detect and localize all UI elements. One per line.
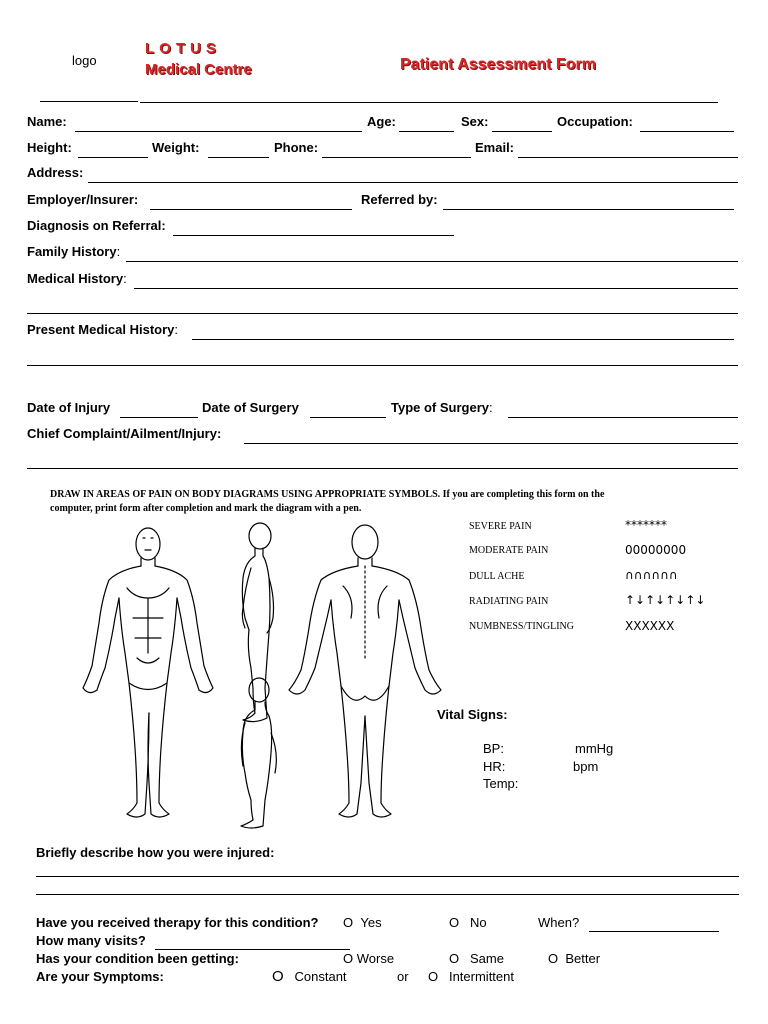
type-surgery-label: Type of Surgery: — [391, 400, 493, 415]
email-label: Email: — [475, 140, 515, 155]
date-surgery-field[interactable] — [310, 399, 386, 418]
employer-field[interactable] — [150, 191, 352, 210]
date-injury-label: Date of Injury — [27, 400, 111, 415]
describe-injury-field-line1[interactable] — [36, 858, 739, 877]
body-side-figure-lower[interactable] — [241, 678, 276, 828]
height-label: Height: — [27, 140, 72, 155]
therapy-when-label: When? — [538, 915, 580, 930]
age-label: Age: — [367, 114, 396, 129]
chief-complaint-field-line2[interactable] — [27, 450, 738, 469]
weight-label: Weight: — [152, 140, 200, 155]
family-history-field[interactable] — [126, 243, 738, 262]
header-rule-right — [140, 102, 718, 103]
visits-label: How many visits? — [36, 933, 146, 948]
symptoms-intermittent-option[interactable]: O Intermittent — [428, 969, 514, 984]
vital-signs-title: Vital Signs: — [437, 707, 508, 722]
height-field[interactable] — [78, 139, 148, 158]
body-front-figure[interactable] — [83, 528, 213, 817]
symptoms-question: Are your Symptoms: — [36, 969, 164, 984]
body-diagrams[interactable] — [75, 518, 445, 833]
chief-complaint-label: Chief Complaint/Ailment/Injury: — [27, 426, 222, 441]
condition-better-option[interactable]: O Better — [548, 951, 601, 966]
medical-history-field-line2[interactable] — [27, 295, 738, 314]
address-field[interactable] — [88, 164, 738, 183]
legend-moderate-label: MODERATE PAIN — [469, 545, 549, 556]
therapy-no-option[interactable]: O No — [449, 915, 487, 930]
weight-field[interactable] — [208, 139, 269, 158]
referred-by-label: Referred by: — [361, 192, 438, 207]
present-history-field[interactable] — [192, 321, 734, 340]
occupation-field[interactable] — [640, 113, 734, 132]
form-title: Patient Assessment Form — [400, 56, 596, 73]
bp-label: BP: — [483, 741, 504, 756]
temp-label: Temp: — [483, 776, 519, 791]
bp-unit: mmHg — [575, 741, 614, 756]
medical-history-field[interactable] — [134, 270, 738, 289]
chief-complaint-field[interactable] — [244, 425, 738, 444]
age-field[interactable] — [399, 113, 454, 132]
therapy-yes-option[interactable]: O Yes — [343, 915, 382, 930]
diagnosis-field[interactable] — [173, 217, 454, 236]
therapy-question: Have you received therapy for this condition? — [36, 915, 319, 930]
legend-radiating-symbol: ↑↓↑↓↑↓↑↓ — [625, 593, 706, 607]
employer-label: Employer/Insurer: — [27, 192, 139, 207]
logo-placeholder: logo — [72, 53, 97, 68]
phone-label: Phone: — [274, 140, 319, 155]
legend-severe-symbol: ******* — [625, 518, 667, 532]
diagnosis-label: Diagnosis on Referral: — [27, 218, 166, 233]
type-surgery-field[interactable] — [508, 399, 738, 418]
email-field[interactable] — [518, 139, 738, 158]
date-injury-field[interactable] — [120, 399, 198, 418]
legend-dull-label: DULL ACHE — [469, 571, 525, 582]
address-label: Address: — [27, 165, 84, 180]
body-back-figure[interactable] — [289, 525, 441, 817]
present-history-field-line2[interactable] — [27, 347, 738, 366]
symptoms-constant-option[interactable]: O Constant — [272, 968, 347, 985]
legend-severe-label: SEVERE PAIN — [469, 521, 532, 532]
legend-moderate-symbol: 00000000 — [625, 543, 687, 557]
condition-same-option[interactable]: O Same — [449, 951, 504, 966]
condition-worse-option[interactable]: O Worse — [343, 951, 395, 966]
referred-by-field[interactable] — [443, 191, 734, 210]
describe-injury-field-line2[interactable] — [36, 876, 739, 895]
family-history-label: Family History: — [27, 244, 121, 259]
date-surgery-label: Date of Surgery — [202, 400, 299, 415]
condition-question: Has your condition been getting: — [36, 951, 239, 966]
hr-label: HR: — [483, 759, 506, 774]
legend-dull-symbol: ∩∩∩∩∩∩ — [625, 568, 678, 582]
phone-field[interactable] — [322, 139, 471, 158]
brand-subtitle: Medical Centre — [145, 61, 252, 78]
legend-numbness-label: NUMBNESS/TINGLING — [469, 621, 574, 632]
present-history-label: Present Medical History: — [27, 322, 179, 337]
name-label: Name: — [27, 114, 67, 129]
pain-instructions-line1: DRAW IN AREAS OF PAIN ON BODY DIAGRAMS USING APPROPRIATE SYMBOLS. If you are completing this form on the — [50, 489, 605, 500]
visits-field[interactable] — [155, 931, 350, 950]
pain-instructions-line2: computer, print form after completion and mark the diagram with a pen. — [50, 503, 362, 514]
sex-field[interactable] — [492, 113, 552, 132]
describe-injury-label: Briefly describe how you were injured: — [36, 845, 275, 860]
legend-radiating-label: RADIATING PAIN — [469, 596, 549, 607]
legend-numbness-symbol: XXXXXX — [625, 619, 675, 633]
header-rule-left — [40, 101, 138, 102]
therapy-when-field[interactable] — [589, 913, 719, 932]
brand-name: LOTUS — [145, 40, 221, 57]
occupation-label: Occupation: — [557, 114, 633, 129]
symptoms-or-text: or — [397, 969, 409, 984]
hr-unit: bpm — [573, 759, 599, 774]
name-field[interactable] — [75, 113, 362, 132]
medical-history-label: Medical History: — [27, 271, 127, 286]
sex-label: Sex: — [461, 114, 489, 129]
